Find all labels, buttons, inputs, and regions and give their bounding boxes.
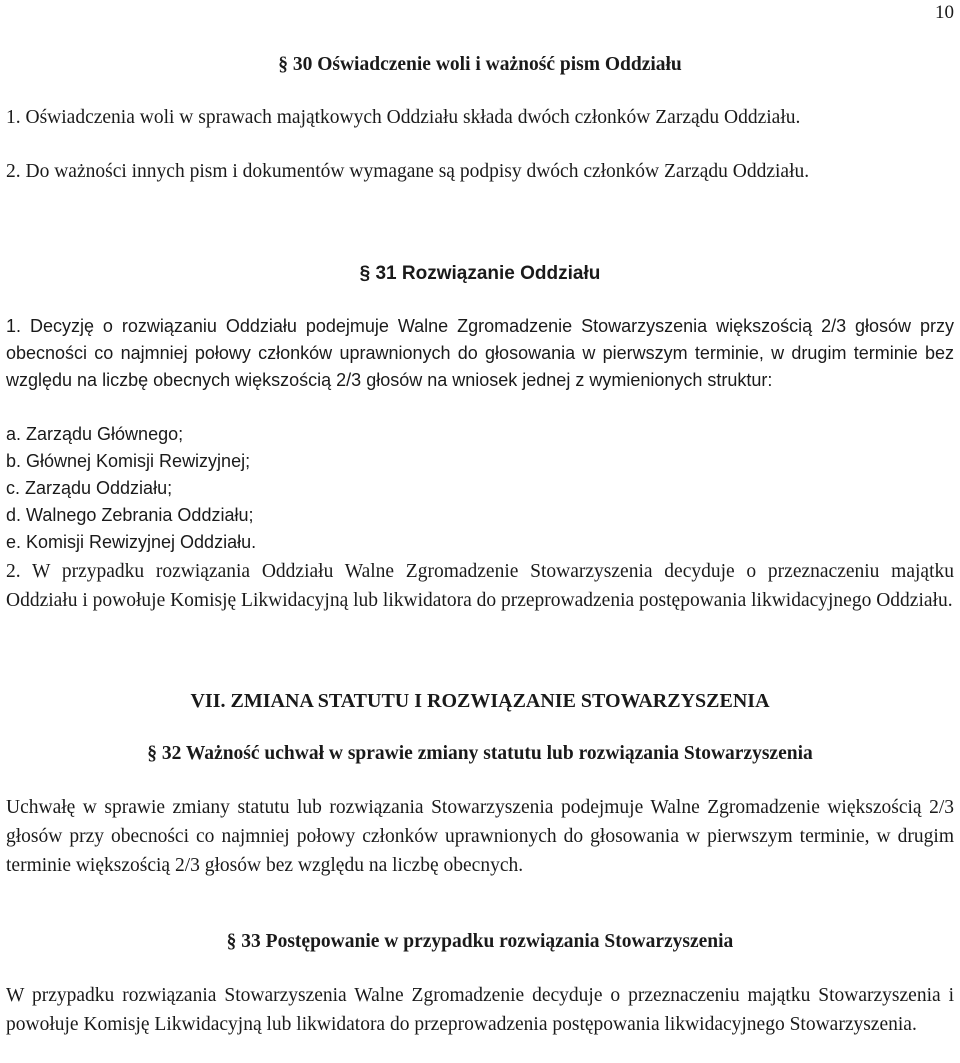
section-31-list xyxy=(6,421,256,556)
page-number: 10 xyxy=(935,2,954,23)
chapter-7-heading: VII. ZMIANA STATUTU I ROZWIĄZANIE STOWARZYSZENIA xyxy=(190,690,770,712)
section-32-heading: § 32 Ważność uchwał w sprawie zmiany statutu lub rozwiązania Stowarzyszenia xyxy=(147,743,813,764)
section-32-text: Uchwałę w sprawie zmiany statutu lub rozwiązania Stowarzyszenia podejmuje Walne Zgromadzenie większością 2/3 głosów przy obecności co najmniej połowy członków uprawnionych do głosowania w pierwszym terminie, w drugim terminie większością 2/3 głosów bez względu na liczbę obecnych. xyxy=(6,797,954,876)
section-31-item-1: 1. Decyzję o rozwiązaniu Oddziału podejmuje Walne Zgromadzenie Stowarzyszenia większością 2/3 głosów przy obecności co najmniej połowy członków uprawnionych do głosowania w pierwszym terminie, w drugim terminie bez względu na liczbę obecnych większością 2/3 głosów na wniosek jednej z wymienionych struktur: xyxy=(6,316,954,390)
section-30-item-1: 1. Oświadczenia woli w sprawach majątkowych Oddziału składa dwóch członków Zarządu Oddziału. xyxy=(6,107,801,128)
list-item: c. Zarządu Oddziału; xyxy=(6,478,173,498)
section-31-item-2: 2. W przypadku rozwiązania Oddziału Walne Zgromadzenie Stowarzyszenia decyduje o przeznaczeniu majątku Oddziału i powołuje Komisję Likwidacyjną lub likwidatora do przeprowadzenia postępowania likwidacyjnego Oddziału. xyxy=(6,561,954,611)
section-33-heading: § 33 Postępowanie w przypadku rozwiązania Stowarzyszenia xyxy=(226,931,734,952)
section-30-heading: § 30 Oświadczenie woli i ważność pism Oddziału xyxy=(278,54,682,75)
list-item: b. Głównej Komisji Rewizyjnej; xyxy=(6,451,251,471)
list-item: a. Zarządu Głównego; xyxy=(6,424,184,444)
section-30-item-2: 2. Do ważności innych pism i dokumentów wymagane są podpisy dwóch członków Zarządu Oddziału. xyxy=(6,161,810,182)
section-33-text: W przypadku rozwiązania Stowarzyszenia Walne Zgromadzenie decyduje o przeznaczeniu majątku Stowarzyszenia i powołuje Komisję Likwidacyjną lub likwidatora do przeprowadzenia postępowania likwidacyjnego Stowarzyszenia. xyxy=(6,985,954,1035)
section-31-heading: § 31 Rozwiązanie Oddziału xyxy=(359,263,601,284)
list-item: e. Komisji Rewizyjnej Oddziału. xyxy=(6,532,257,552)
list-item: d. Walnego Zebrania Oddziału; xyxy=(6,505,254,525)
